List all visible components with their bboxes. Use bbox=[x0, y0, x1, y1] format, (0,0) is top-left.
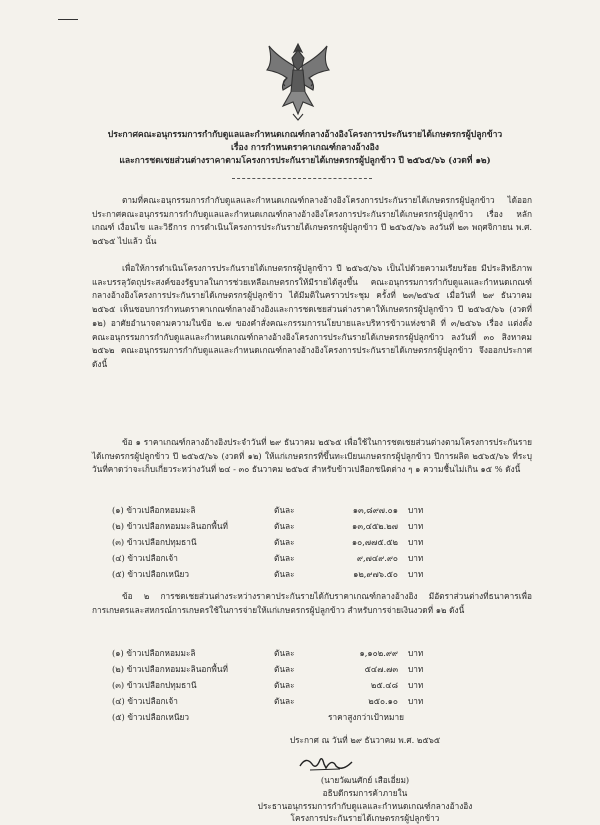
per-ton: ตันละ bbox=[274, 664, 295, 674]
per-ton: ตันละ bbox=[274, 680, 295, 690]
clause-2 bbox=[92, 590, 532, 617]
unit: บาท bbox=[408, 680, 424, 690]
rice-type: (๔) ข้าวเปลือกเจ้า bbox=[112, 696, 178, 706]
clause-1 bbox=[92, 436, 532, 477]
clause-1-text: ข้อ ๑ ราคาเกณฑ์กลางอ้างอิงประจำวันที่ ๒๙ ธันวาคม ๒๕๖๕ เพื่อใช้ในการชดเชยส่วนต่างตามโครงการประกันรายได้เกษตรกรผู้ปลูกข้าว ปี ๒๕๖๕/๖๖ (งวดที่ ๑๒) ให้แก่เกษตรกรที่ขึ้นทะเบียนเกษตรกรผู้ปลูกข้าว ปีการผลิต ๒๕๖๕/๖๖ ที่ระบุวันที่คาดว่าจะเก็บเกี่ยวระหว่างวันที่ ๒๔ - ๓๐ ธันวาคม ๒๕๖๕ สำหรับข้าวเปลือกชนิดต่าง ๆ ๑ ความชื้นไม่เกิน ๑๕ % ดังนี้ bbox=[92, 437, 532, 475]
per-ton: ตันละ bbox=[274, 569, 295, 579]
rice-type: (๑) ข้าวเปลือกหอมมะลิ bbox=[112, 505, 196, 515]
price-value: ๑๓,๔๕๒.๒๗ bbox=[352, 521, 398, 531]
rice-type: (๔) ข้าวเปลือกเจ้า bbox=[112, 553, 178, 563]
rice-type: (๒) ข้าวเปลือกหอมมะลินอกพื้นที่ bbox=[112, 521, 228, 531]
clause-2-text: ข้อ ๒ การชดเชยส่วนต่างระหว่างราคาประกันรายได้กับราคาเกณฑ์กลางอ้างอิง มีอัตราส่วนต่างที่ธนาคารเพื่อการเกษตรและสหกรณ์การเกษตรใช้ในการจ่ายให้แก่เกษตรกรผู้ปลูกข้าว สำหรับการจ่ายเงินงวดที่ ๑๒ ดังนี้ bbox=[92, 591, 532, 615]
unit: บาท bbox=[408, 505, 424, 515]
rice-type: (๑) ข้าวเปลือกหอมมะลิ bbox=[112, 648, 196, 658]
price-value: ๑๒,๙๗๖.๕๐ bbox=[353, 569, 398, 579]
unit: บาท bbox=[408, 569, 424, 579]
announce-date: ประกาศ ณ วันที่ ๒๙ ธันวาคม พ.ศ. ๒๕๖๕ bbox=[289, 735, 441, 745]
signer-name: (นายวัฒนศักย์ เสือเอี่ยม) bbox=[320, 775, 410, 785]
rice-type: (๕) ข้าวเปลือกเหนียว bbox=[112, 569, 190, 579]
rice-type: (๓) ข้าวเปลือกปทุมธานี bbox=[112, 680, 197, 690]
per-ton: ตันละ bbox=[274, 505, 295, 515]
price-value: ๙,๗๔๙.๙๐ bbox=[356, 553, 398, 563]
garuda-emblem-icon bbox=[263, 40, 333, 122]
rice-type: (๓) ข้าวเปลือกปทุมธานี bbox=[112, 537, 197, 547]
compensation-value: ๑,๑๐๒.๙๙ bbox=[359, 648, 398, 658]
signer-committee: ประธานอนุกรรมการกำกับดูแลและกำหนดเกณฑ์กลางอ้างอิง bbox=[257, 801, 473, 811]
announcement-subject: เรื่อง การกำหนดราคาเกณฑ์กลางอ้างอิง bbox=[231, 143, 379, 153]
compensation-value: ๕๔๗.๗๓ bbox=[364, 664, 398, 674]
signer-project: โครงการประกันรายได้เกษตรกรผู้ปลูกข้าว bbox=[290, 813, 440, 823]
announcement-subject-cont: และการชดเชยส่วนต่างราคาตามโครงการประกันรายได้เกษตรกรผู้ปลูกข้าว ปี ๒๕๖๕/๖๖ (งวดที่ ๑๒) bbox=[119, 156, 491, 166]
corner-mark bbox=[58, 19, 78, 20]
intro-paragraph bbox=[92, 194, 532, 249]
per-ton: ตันละ bbox=[274, 648, 295, 658]
intro-text: ตามที่คณะอนุกรรมการกำกับดูแลและกำหนดเกณฑ์กลางอ้างอิงโครงการประกันรายได้เกษตรกรผู้ปลูกข้าว ได้ออกประกาศคณะอนุกรรมการกำกับดูแลและกำหนดเกณฑ์กลางอ้างอิงโครงการประกันรายได้เกษตรกรผู้ปลูกข้าว เรื่อง หลักเกณฑ์ เงื่อนไข และวิธีการ การดำเนินโครงการประกันรายได้เกษตรกรผู้ปลูกข้าว ปี ๒๕๖๕/๖๖ ลงวันที่ ๒๓ พฤศจิกายน พ.ศ. ๒๕๖๕ ไปแล้ว นั้น bbox=[92, 195, 532, 247]
rice-type: (๒) ข้าวเปลือกหอมมะลินอกพื้นที่ bbox=[112, 664, 228, 674]
unit: บาท bbox=[408, 664, 424, 674]
unit: บาท bbox=[408, 648, 424, 658]
announcement-title: ประกาศคณะอนุกรรมการกำกับดูแลและกำหนดเกณฑ์กลางอ้างอิงโครงการประกันรายได้เกษตรกรผู้ปลูกข้าว bbox=[107, 130, 503, 140]
unit: บาท bbox=[408, 521, 424, 531]
unit: บาท bbox=[408, 696, 424, 706]
per-ton: ตันละ bbox=[274, 696, 295, 706]
rice-type: (๕) ข้าวเปลือกเหนียว bbox=[112, 712, 190, 722]
price-value: ๑๐,๗๗๕.๕๒ bbox=[351, 537, 398, 547]
per-ton: ตันละ bbox=[274, 521, 295, 531]
title-divider bbox=[232, 178, 372, 180]
unit: บาท bbox=[408, 553, 424, 563]
per-ton: ตันละ bbox=[274, 537, 295, 547]
above-target-note: ราคาสูงกว่าเป้าหมาย bbox=[328, 712, 405, 722]
per-ton: ตันละ bbox=[274, 553, 295, 563]
unit: บาท bbox=[408, 537, 424, 547]
compensation-value: ๒๕๐.๑๐ bbox=[368, 696, 398, 706]
compensation-value: ๒๕.๔๘ bbox=[370, 680, 398, 690]
signer-position: อธิบดีกรมการค้าภายใน bbox=[322, 788, 408, 798]
body-text: เพื่อให้การดำเนินโครงการประกันรายได้เกษตรกรผู้ปลูกข้าว ปี ๒๕๖๕/๖๖ เป็นไปด้วยความเรียบร้อย มีประสิทธิภาพ และบรรลุวัตถุประสงค์ของรัฐบาลในการช่วยเหลือเกษตรกรให้มีรายได้สูงขึ้น คณะอนุกรรมการกำกับดูแลและกำหนดเกณฑ์กลางอ้างอิงโครงการประกันรายได้เกษตรกรผู้ปลูกข้าว ได้มีมติในคราวประชุม ครั้งที่ ๒๓/๒๕๖๕ เมื่อวันที่ ๒๙ ธันวาคม ๒๕๖๕ เห็นชอบการกำหนดราคาเกณฑ์กลางอ้างอิงและการชดเชยส่วนต่างราคาให้เกษตรกรผู้ปลูกข้าว ปี ๒๕๖๕/๖๖ (งวดที่ ๑๒) อาศัยอำนาจตามความในข้อ ๒.๗ ของคำสั่งคณะกรรมการนโยบายและบริหารข้าวแห่งชาติ ที่ ๓/๒๕๖๖ เรื่อง แต่งตั้งคณะอนุกรรมการกำกับดูแลและกำหนดเกณฑ์กลางอ้างอิงโครงการประกันรายได้เกษตรกรผู้ปลูกข้าว ลงวันที่ ๓๐ สิงหาคม ๒๕๖๒ คณะอนุกรรมการกำกับดูแลและกำหนดเกณฑ์กลางอ้างอิงโครงการประกันรายได้เกษตรกรผู้ปลูกข้าว จึงออกประกาศ ดังนี้ bbox=[92, 263, 532, 369]
price-value: ๑๓,๘๙๗.๐๑ bbox=[352, 505, 398, 515]
body-paragraph bbox=[92, 262, 532, 372]
signature-icon bbox=[296, 752, 356, 774]
